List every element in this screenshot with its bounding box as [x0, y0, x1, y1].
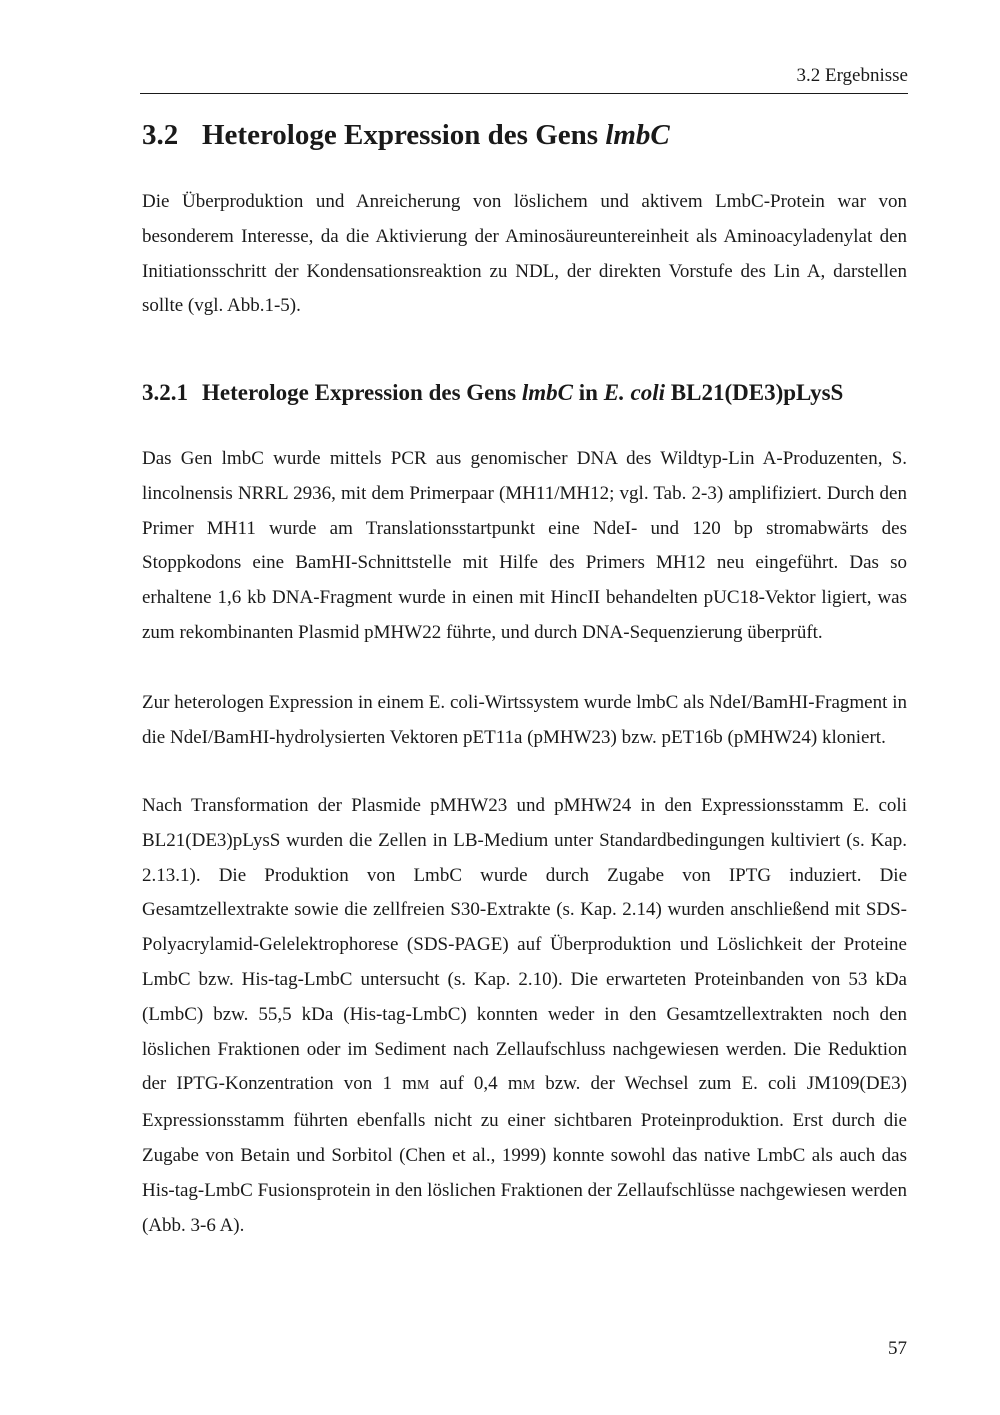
text-run: Das Gen: [142, 448, 222, 469]
enzyme-name: Nde: [709, 692, 741, 713]
header-rule: [140, 93, 908, 94]
section-number: 3.2: [142, 119, 179, 151]
gene-name: lmbC: [221, 448, 264, 469]
organism-name: S. lincolnensis: [142, 448, 908, 504]
subsection-title-part: Heterologe Expression des Gens: [202, 380, 522, 405]
enzyme-name: Bam: [213, 726, 250, 748]
gene-name: lmbC: [636, 692, 679, 713]
text-run: , 1999) konnte sowohl das native LmbC als auch das His-tag-LmbC Fusionsprotein in den löslichen Fraktionen der Zellaufschlüsse nachgewiesen werden (Abb. 3-6 A).: [142, 1144, 907, 1236]
section-title: Heterologe Expression des Gens: [202, 119, 606, 151]
enzyme-name: Bam: [295, 552, 332, 574]
text-run: bzw. der Wechsel zum: [535, 1073, 742, 1095]
text-run: BL21(DE3)pLysS wurden die Zellen in LB-Medium unter Standardbedingungen kultiviert (s. Kap. 2.13.1). Die Produktion von LmbC wurde durch Zugabe von IPTG induziert. Die Gesamtzellextrakte sowie die zellfreien S30-Extrakte (s. Kap. 2.14) wurden anschließend mit SDS-Polyacrylamid-Gelelektrophorese (SDS-PAGE) auf Überproduktion und Löslichkeit der Proteine LmbC bzw. His-tag-LmbC untersucht (s. Kap. 2.10). Die erwarteten Proteinbanden von 53 kDa (LmbC) bzw. 55,5 kDa (His-tag-LmbC) konnten weder in den Gesamtzellextrakten noch den löslichen Fraktionen oder im Sediment nach Zellaufschluss nachgewiesen werden. Die Reduktion der IPTG-Konzentration von 1 m: [142, 829, 907, 1095]
paragraph-text: Die Überproduktion und Anreicherung von löslichem und aktivem LmbC-Protein war von besonderem Interesse, da die Aktivierung der Aminosäureuntereinheit als Aminoacyladenylat den Initiationsschritt der Kondensationsreaktion zu NDL, der direkten Vorstufe des Lin A, darstellen sollte (vgl. Abb.1-5).: [142, 191, 907, 317]
subsection-title-organism: E. coli: [603, 380, 666, 405]
subsection-title-part: in: [573, 380, 604, 405]
section-title-gene: lmbC: [605, 119, 670, 151]
section-heading: [142, 115, 670, 155]
text-run: -Wirtssystem wurde: [478, 692, 637, 713]
unit-small-caps: M: [416, 1078, 430, 1094]
text-run: I/: [740, 692, 753, 713]
paragraph-expression-vectors: [142, 686, 907, 756]
paragraph-intro: [142, 185, 907, 324]
citation-et-al: et al.: [451, 1144, 491, 1166]
text-run: NRRL 2936, mit dem Primerpaar (MH11/MH12; vgl. Tab. 2-3) amplifiziert. Durch den Primer MH11 wurde am Translationsstartpunkt eine: [142, 482, 907, 539]
text-run: wurde mittels PCR aus genomischer DNA des Wildtyp-Lin A-Produzenten,: [263, 448, 892, 469]
text-run: Zur heterologen Expression in einem: [142, 692, 429, 713]
text-run: als: [678, 692, 710, 713]
text-run: I/: [201, 726, 214, 748]
enzyme-name: Nde: [593, 517, 625, 539]
subsection-heading: [142, 377, 843, 409]
page-number: 57: [888, 1338, 907, 1359]
subsection-number: 3.2.1: [142, 380, 188, 405]
text-run: JM109(DE3) Expressionsstamm führten ebenfalls nicht zu einer sichtbaren Proteinproduktion. Erst durch die Zugabe von Betain und Sorbitol (Chen: [142, 1073, 907, 1166]
text-run: Nach Transformation der Plasmide pMHW23 und pMHW24 in den Expressionsstamm: [142, 795, 853, 816]
unit-small-caps: M: [522, 1078, 536, 1094]
organism-name: E. coli: [852, 795, 907, 816]
paragraph-results: [142, 789, 907, 1243]
paragraph-cloning: [142, 442, 907, 651]
subsection-title-part: BL21(DE3)pLysS: [665, 380, 844, 405]
text-run: HI-hydrolysierten Vektoren pET11a (pMHW23) bzw. pET16b (pMHW24) kloniert.: [249, 726, 886, 748]
subsection-title-gene: lmbC: [521, 380, 573, 405]
enzyme-name: Hinc: [550, 587, 588, 609]
text-run: HI-Schnittstelle mit Hilfe des Primers MH12 neu eingeführt. Das so erhaltene 1,6 kb DNA-Fragment wurde in einen mit: [142, 552, 908, 609]
organism-name: E. coli: [428, 692, 479, 713]
text-run: II behandelten pUC18-Vektor ligiert, was zum rekombinanten Plasmid pMHW22 führte, und durch DNA-Sequenzierung überprüft.: [142, 587, 907, 643]
text-run: auf 0,4 m: [429, 1073, 523, 1095]
running-header: 3.2 Ergebnisse: [796, 65, 908, 86]
enzyme-name: Bam: [752, 692, 789, 713]
text-run: HI-Fragment in die: [142, 692, 907, 748]
enzyme-name: Nde: [169, 726, 202, 748]
text-run: I- und 120 bp stromabwärts des Stoppkodons eine: [142, 517, 907, 574]
organism-name: E. coli: [741, 1073, 797, 1095]
